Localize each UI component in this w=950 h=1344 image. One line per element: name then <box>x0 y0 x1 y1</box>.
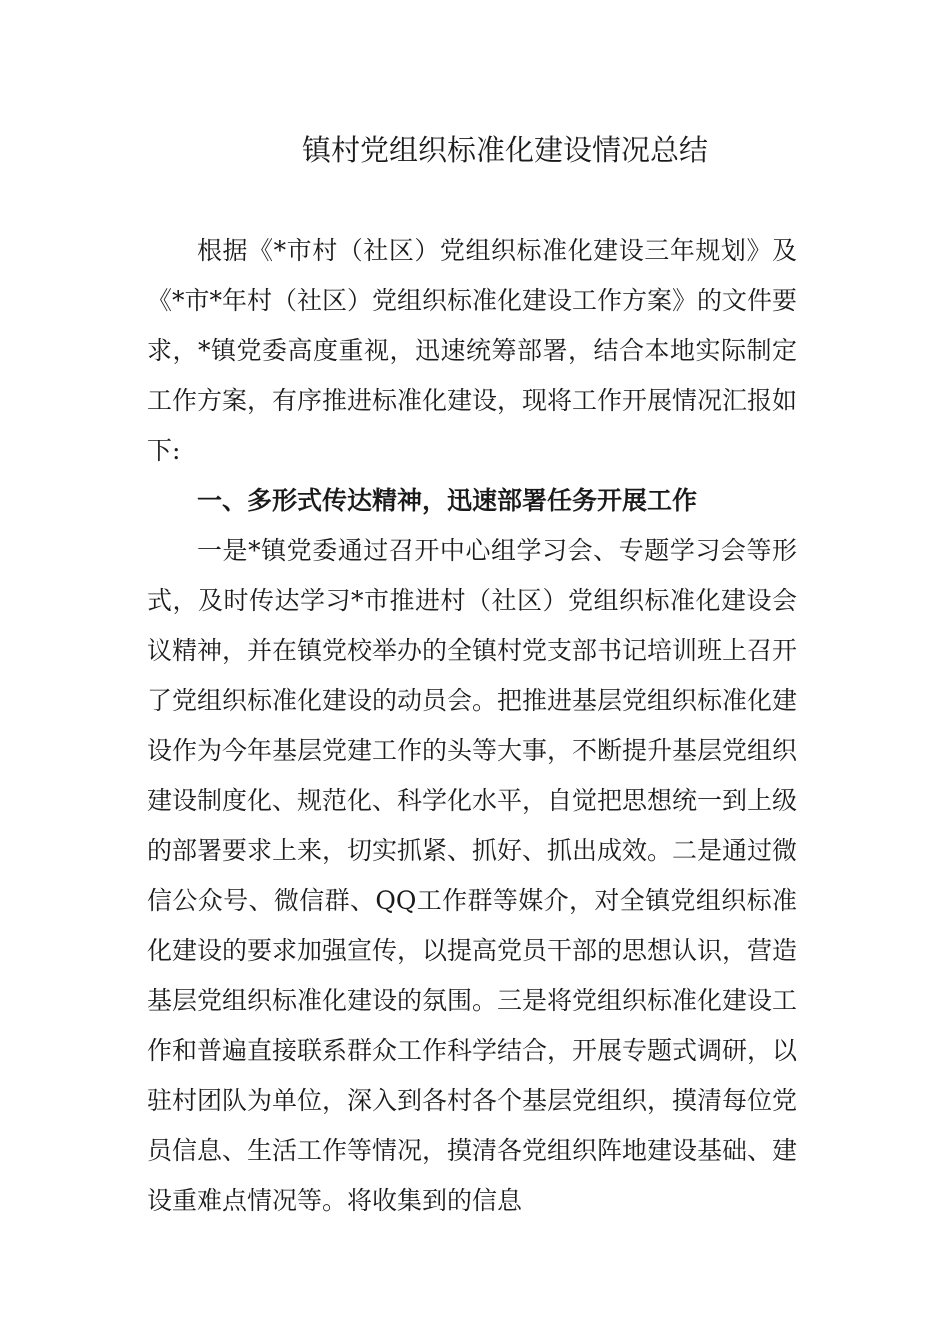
intro-paragraph: 根据《*市村（社区）党组织标准化建设三年规划》及《*市*年村（社区）党组织标准化建设工作方案》的文件要求，*镇党委高度重视，迅速统筹部署，结合本地实际制定工作方案，有序推进标准化建设，现将工作开展情况汇报如下: <box>147 236 798 465</box>
document-title: 镇村党组织标准化建设情况总结 <box>301 133 708 167</box>
section-1-heading: 一、多形式传达精神，迅速部署任务开展工作 <box>197 486 698 515</box>
section-1-paragraph: 一是*镇党委通过召开中心组学习会、专题学习会等形式，及时传达学习*市推进村（社区）党组织标准化建设会议精神，并在镇党校举办的全镇村党支部书记培训班上召开了党组织标准化建设的动员会。把推进基层党组织标准化建设作为今年基层党建工作的头等大事，不断提升基层党组织建设制度化、规范化、科学化水平，自觉把思想统一到上级的部署要求上来，切实抓紧、抓好、抓出成效。二是通过微信公众号、微信群、QQ工作群等媒介，对全镇党组织标准化建设的要求加强宣传，以提高党员干部的思想认识，营造基层党组织标准化建设的氛围。三是将党组织标准化建设工作和普遍直接联系群众工作科学结合，开展专题式调研，以驻村团队为单位，深入到各村各个基层党组织，摸清每位党员信息、生活工作等情况，摸清各党组织阵地建设基础、建设重难点情况等。将收集到的信息 <box>147 536 798 1215</box>
